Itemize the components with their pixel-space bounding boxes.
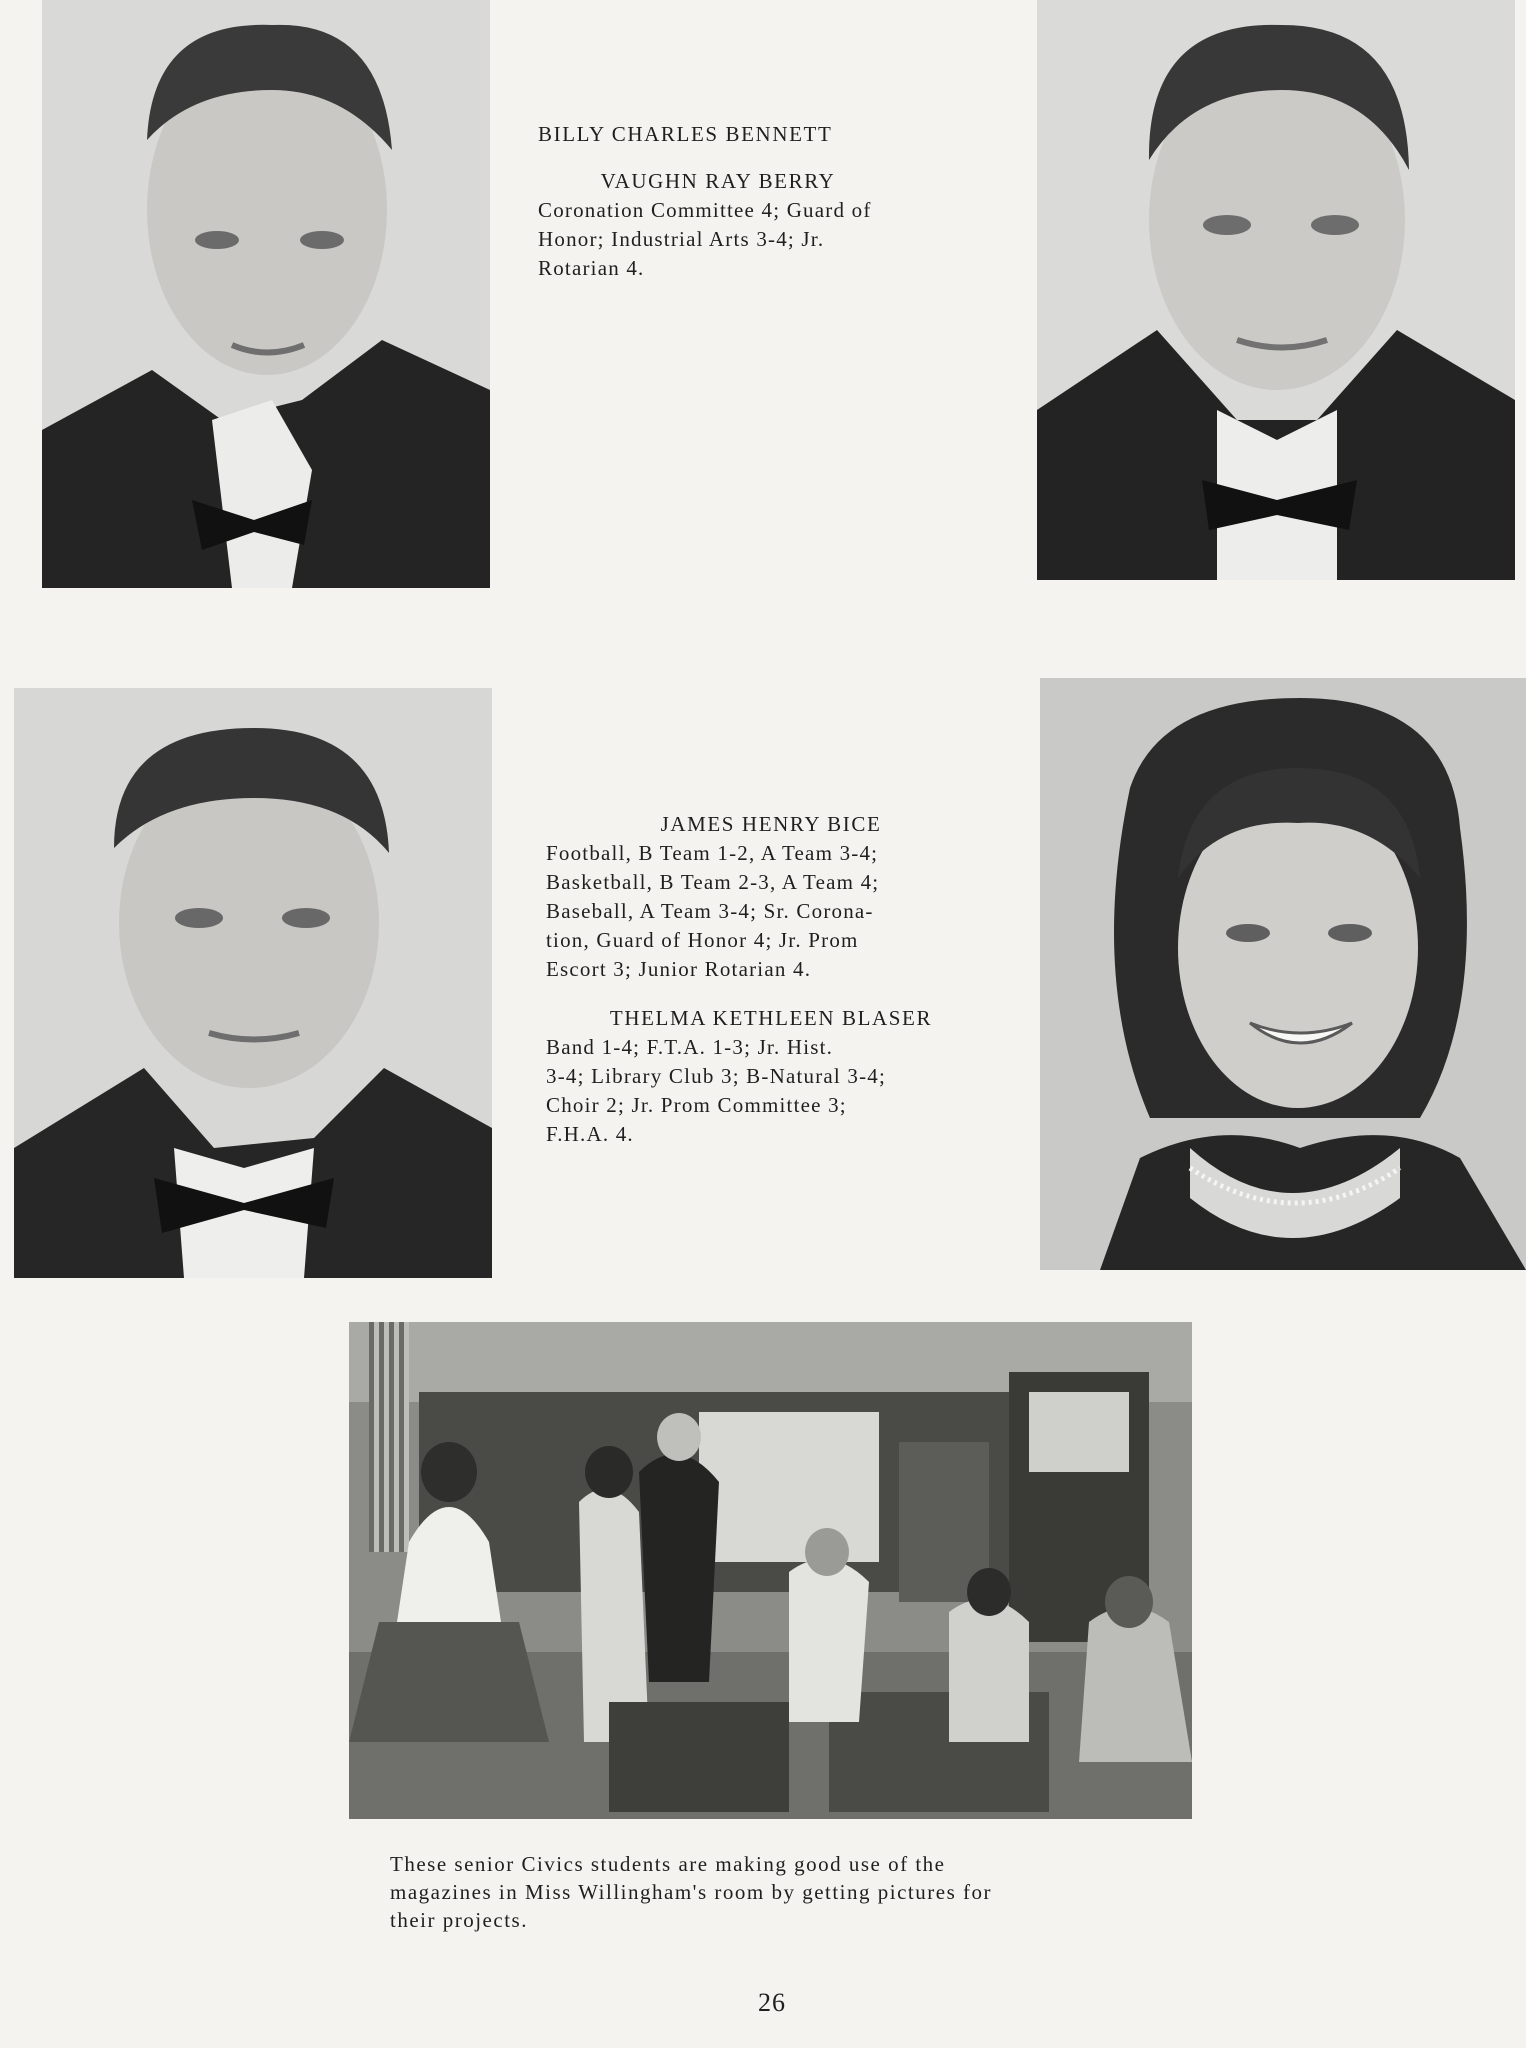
- portrait-photo-berry: [1037, 0, 1515, 580]
- student-activities-bice: Football, B Team 1-2, A Team 3-4; Basketball, B Team 2-3, A Team 4; Baseball, A Team 3-4; Sr. Corona- tion, Guard of Honor 4; Jr. Prom Escort 3; Junior Rotarian 4.: [546, 841, 880, 981]
- student-name-bice: JAMES HENRY BICE: [660, 812, 882, 836]
- student-info-top: [538, 120, 1008, 283]
- portrait-photo-blaser: [1040, 678, 1526, 1270]
- student-info-middle: [546, 810, 1006, 1149]
- student-activities-berry: Coronation Committee 4; Guard of Honor; Industrial Arts 3-4; Jr. Rotarian 4.: [538, 198, 872, 280]
- student-name-blaser: THELMA KETHLEEN BLASER: [609, 1006, 933, 1030]
- student-name-berry: VAUGHN RAY BERRY: [600, 169, 836, 193]
- portrait-photo-bennett: [42, 0, 490, 588]
- classroom-photo: [349, 1322, 1192, 1819]
- page-number: 26: [758, 1988, 786, 2017]
- portrait-photo-bice: [14, 688, 492, 1278]
- student-name-bennett: BILLY CHARLES BENNETT: [538, 122, 833, 146]
- photo-caption: These senior Civics students are making good use of the magazines in Miss Willingham's room by getting pictures for their projects.: [390, 1852, 992, 1932]
- student-activities-blaser: Band 1-4; F.T.A. 1-3; Jr. Hist. 3-4; Library Club 3; B-Natural 3-4; Choir 2; Jr. Prom Committee 3; F.H.A. 4.: [546, 1035, 887, 1146]
- spacer: [546, 984, 1006, 1004]
